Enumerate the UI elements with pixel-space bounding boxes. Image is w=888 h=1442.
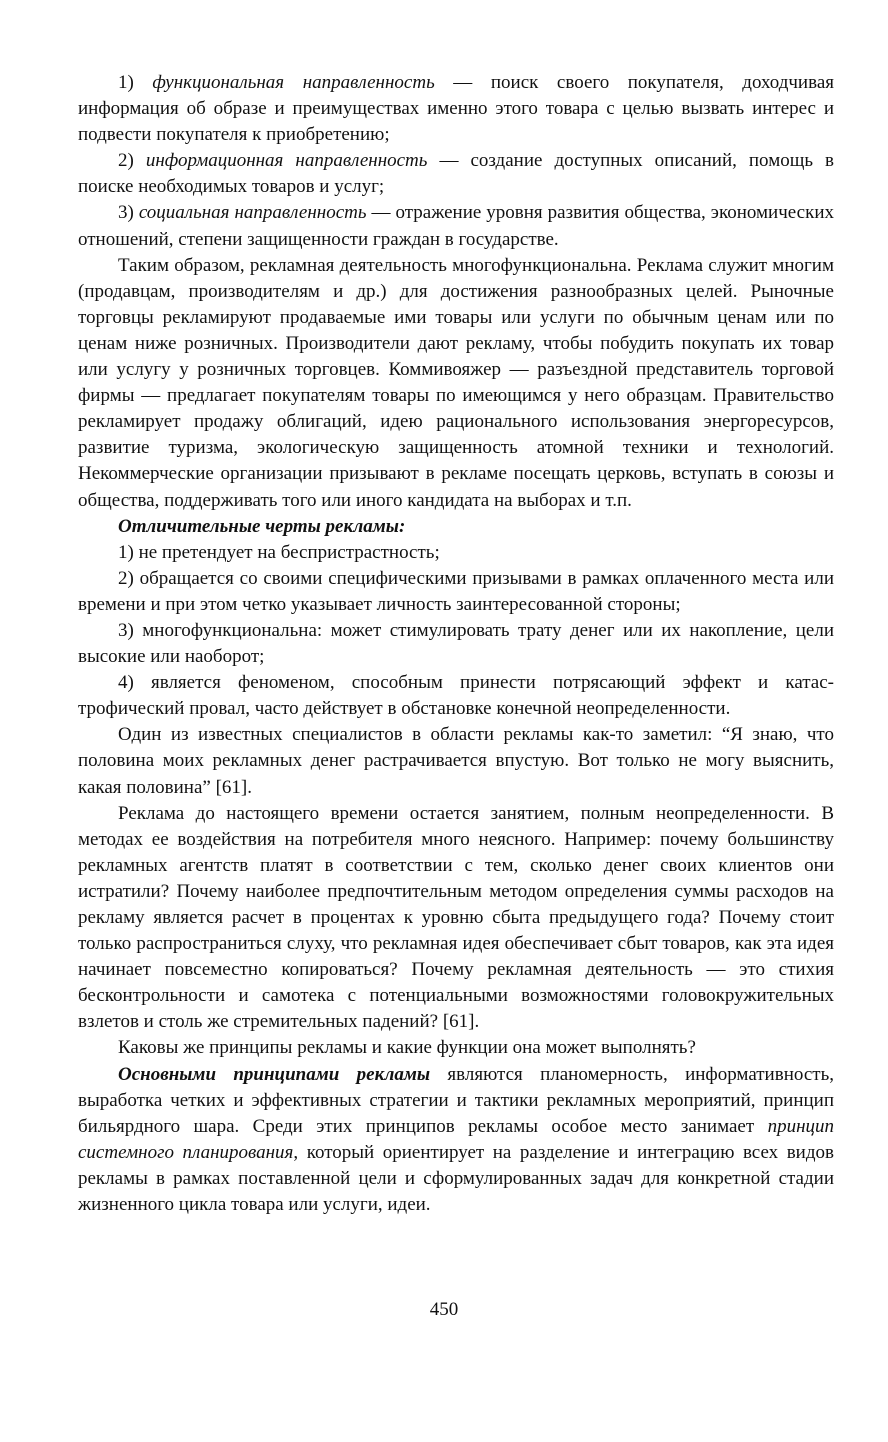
text-run: 1) не претендует на беспристрастность; <box>118 541 440 563</box>
paragraph <box>78 566 834 618</box>
text-run: — создание доступных описаний, помощь в поиске необходимых товаров и услуг; <box>78 150 835 198</box>
text-run: — отражение уровня развития общества, экономических отношений, степени защищенности граждан в государстве. <box>78 202 834 250</box>
text-run: Реклама до настоящего времени остается занятием, полным неопределенности. В методах ее воздействия на потребителя много неясного. Например: почему большинству рекламных агентств платят в соответствии с тем, сколько денег своих клиентов они истратили? Почему наиболее предпочтительным методом определения суммы расходов на рекламу является расчет в процентах к уровню сбыта предыдущего года? Почему стоит только распространиться слуху, что рекламная идея обеспечивает сбыт товаров, как эта идея начинает повсеместно копироваться? Почему рекламная деятельность — это стихия бесконтрольности и самотека с потенциальными возможностями головокружительных взлетов и столь же стремительных падений? [61]. <box>78 802 834 1033</box>
text-run: , который ориентирует на разделение и интеграцию всех видов рекламы в рамках поставленной цели и сформулированных задач для конкретной стадии жизненного цикла товара или услуги, идеи. <box>78 1141 834 1216</box>
text-run: 1) <box>118 72 153 93</box>
emphasis-text: информационная направленность <box>145 150 428 172</box>
text-run: 4) является феноменом, способным принести потрясающий эффект и катастрофический провал, часто действует в обстановке конечной неопределенности. <box>78 672 834 720</box>
paragraph <box>78 1035 834 1061</box>
text-run: 3) <box>118 202 139 224</box>
paragraph <box>78 722 834 800</box>
text-run: Таким образом, рекламная деятельность многофункциональна. Реклама служит многим (продавцам, производителям и др.) для достижения разнообразных целей. Рыночные торговцы рекламируют продаваемые ими товары или услуги по обычным ценам или по ценам ниже розничных. Производители дают рекламу, чтобы побудить покупать их товар или услугу у розничных торговцев. Коммивояжер — разъездной представитель торговой фирмы — предлагает покупателям товары по имеющимся у него образцам. Правительство рекламирует продажу облигаций, идею рационального использования энергоресурсов, развитие туризма, экологическую защищенность атомной техники и технологий. Некоммерческие организации призывают в рекламе посещать церковь, вступать в союзы и общества, поддерживать того или иного кандидата на выборах и т.п. <box>78 254 834 511</box>
text-run: 3) многофункциональна: может стимулировать трату денег или их накопление, цели высокие или наоборот; <box>78 619 834 668</box>
page-number: 450 <box>429 1299 459 1320</box>
paragraph <box>78 801 834 1036</box>
text-run: Каковы же принципы рекламы и какие функции она может выполнять? <box>118 1037 696 1059</box>
section-heading <box>78 514 834 540</box>
paragraph <box>78 70 834 148</box>
emphasis-text: Основными принципами рекламы <box>118 1063 431 1085</box>
paragraph <box>78 540 834 566</box>
emphasis-text: функциональная направленность <box>152 72 435 93</box>
paragraph <box>78 200 834 252</box>
paragraph <box>78 253 834 514</box>
text-run: Отличительные черты рекламы: <box>118 515 406 537</box>
paragraph <box>78 148 834 200</box>
paragraph <box>78 670 834 722</box>
paragraph <box>78 618 834 670</box>
page-body <box>78 70 834 1218</box>
text-run: Один из известных специалистов в области рекламы как-то заметил: “Я знаю, что половина моих рекламных денег растрачивается впустую. Вот только не могу выяснить, какая половина” [61]. <box>78 724 834 798</box>
text-run: — поиск своего покупателя, доходчивая информация об образе и преимуществах именно этого товара с целью вызвать интерес и подвести покупателя к приобретению; <box>78 72 834 146</box>
paragraph <box>78 1062 834 1219</box>
text-run: 2) обращается со своими специфическими призывами в рамках оплаченного места или времени и при этом четко указывает личность заинтересованной стороны; <box>78 567 834 615</box>
emphasis-text: социальная направленность <box>138 202 367 224</box>
text-run: являются планомерность, информативность, выработка четких и эффективных стратегии и тактики рекламных мероприятий, принцип бильярдного шара. Среди этих принципов рекламы особое место занимает <box>78 1063 834 1137</box>
emphasis-text: принцип системного планирования <box>78 1115 834 1163</box>
text-run: 2) <box>118 150 146 172</box>
